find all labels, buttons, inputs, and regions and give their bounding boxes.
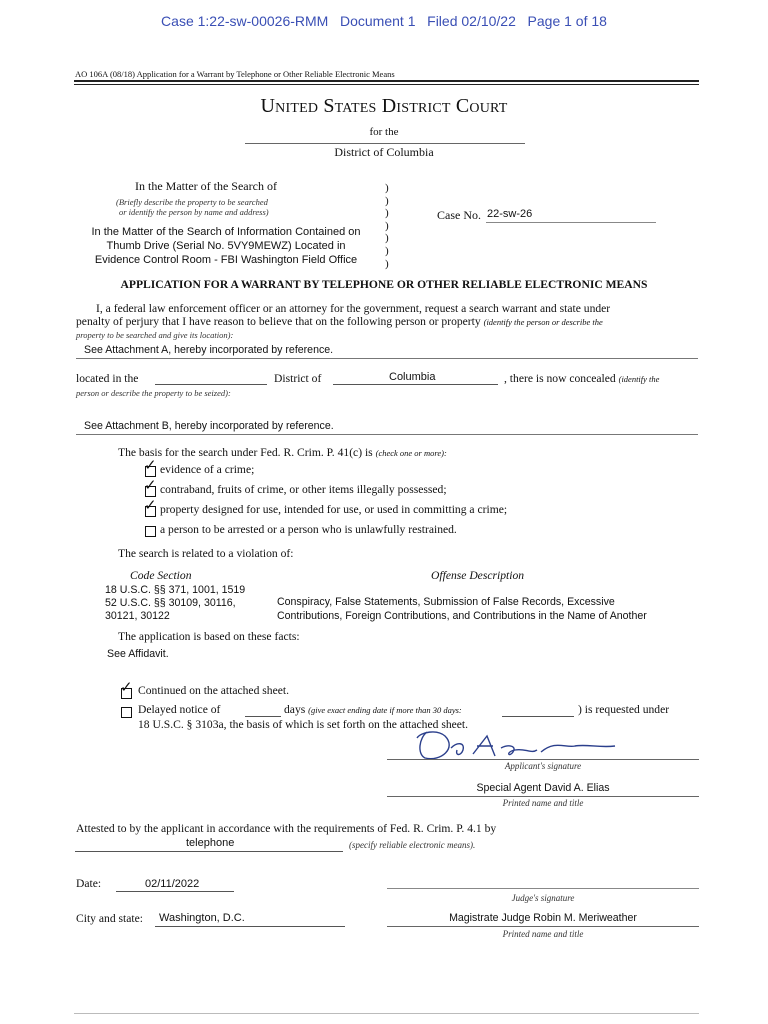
judge-name-rule [387,926,699,927]
matter-instructions-1: (Briefly describe the property to be searched [116,197,268,207]
delayed-days-text: days [284,703,306,716]
means-caption: (specify reliable electronic means). [349,840,476,850]
attachment-a: See Attachment A, hereby incorporated by reference. [84,344,334,356]
application-heading: APPLICATION FOR A WARRANT BY TELEPHONE OR OTHER RELIABLE ELECTRONIC MEANS [120,278,648,291]
delayed-days-blank[interactable] [245,716,281,717]
delayed-requested: ) is requested under [578,703,670,716]
intro-line-2 [76,315,603,328]
code-line-1: 18 U.S.C. §§ 371, 1001, 1519 [105,584,246,596]
located-in-blank [155,384,267,385]
code-section-header: Code Section [130,569,192,582]
attested-text: Attested to by the applicant in accordance with the requirements of Fed. R. Crim. P. 4.1 by [76,822,497,835]
offense-line-1: Conspiracy, False Statements, Submission of False Records, Excessive [277,596,615,608]
case-no-rule [486,222,656,223]
code-line-2: 52 U.S.C. §§ 30109, 30116, [105,597,236,609]
continued-label: Continued on the attached sheet. [138,684,289,697]
date-value: 02/11/2022 [145,878,200,890]
judge-name: Magistrate Judge Robin M. Meriweather [449,912,637,924]
applicant-printed-caption: Printed name and title [502,798,584,808]
intro-line-3: property to be searched and give its location): [76,330,234,340]
concealed-label [504,372,659,385]
matter-instructions-2: or identify the person by name and address) [119,207,269,217]
facts-value: See Affidavit. [107,648,169,660]
date-label: Date: [76,877,102,890]
basis-item-evidence: evidence of a crime; [160,463,255,476]
header-rule-thin [74,84,699,85]
check-property-icon: ✓ [144,496,157,514]
district-value: Columbia [389,371,436,383]
code-line-3: 30121, 30122 [105,610,170,622]
city-value: Washington, D.C. [159,912,245,924]
district-of-label: District of [274,372,322,385]
date-blank [116,891,234,892]
basis-intro-text: The basis for the search under Fed. R. Crim. P. 41(c) is [118,446,373,459]
basis-item-person: a person to be arrested or a person who is unlawfully restrained. [160,523,457,536]
property-line-3: Evidence Control Room - FBI Washington Field Office [94,254,358,266]
checkbox-delayed[interactable] [121,707,132,718]
form-id: AO 106A (08/18) Application for a Warrant by Telephone or Other Reliable Electronic Means [75,69,395,79]
delayed-line-2: 18 U.S.C. § 3103a, the basis of which is set forth on the attached sheet. [138,718,469,731]
basis-intro-ital: (check one or more): [375,448,447,458]
judge-signature-caption: Judge's signature [511,893,575,903]
located-in-label: located in the [76,372,139,385]
offense-description-header: Offense Description [431,569,525,582]
facts-intro: The application is based on these facts: [118,630,300,643]
district-rule [245,143,525,144]
intro-line-2-ital: (identify the person or describe the [483,317,603,327]
basis-intro [118,446,447,459]
court-district: District of Columbia [334,145,434,159]
basis-item-property: property designed for use, intended for use, or used in committing a crime; [160,503,508,516]
delayed-label: Delayed notice of [138,703,221,716]
concealed-text: , there is now concealed [504,372,616,385]
applicant-signature-rule [387,759,699,760]
delayed-days-ital: (give exact ending date if more than 30 days: [308,705,462,715]
attachment-b-rule [76,434,698,435]
violation-intro: The search is related to a violation of: [118,547,294,560]
applicant-signature-caption: Applicant's signature [504,761,582,771]
property-line-2: Thumb Drive (Serial No. 5VY9MEWZ) Located in [106,240,346,252]
check-evidence-icon: ✓ [144,456,157,474]
city-label: City and state: [76,912,143,925]
city-blank [155,926,345,927]
delayed-date-blank[interactable] [502,716,574,717]
attachment-b: See Attachment B, hereby incorporated by reference. [84,420,334,432]
header-rule-thick [74,80,699,82]
footer-rule [74,1013,699,1014]
concealed-ital: (identify the [618,374,660,384]
matter-label: In the Matter of the Search of [135,179,277,193]
intro-line-1: I, a federal law enforcement officer or an attorney for the government, request a search warrant and state under [96,302,611,315]
check-contraband-icon: ✓ [144,476,157,494]
delayed-days-label [284,703,462,716]
applicant-name-rule [387,796,699,797]
attachment-a-rule [76,358,698,359]
basis-item-contraband: contraband, fruits of crime, or other items illegally possessed; [160,483,447,496]
judge-printed-caption: Printed name and title [502,929,584,939]
case-no-label: Case No. [437,208,481,222]
case-no-value: 22-sw-26 [487,208,533,220]
case-stamp: Case 1:22-sw-00026-RMM Document 1 Filed 02/10/22 Page 1 of 18 [161,13,607,29]
court-title: United States District Court [260,95,508,117]
offense-line-2: Contributions, Foreign Contributions, and Contributions in the Name of Another [277,610,647,622]
means-blank [75,851,343,852]
judge-signature-rule [387,888,699,889]
means-value: telephone [186,837,235,849]
person-describe: person or describe the property to be seized): [76,388,231,398]
caption-parens: ) ) ) ) ) ) ) [385,182,389,270]
intro-line-2-text: penalty of perjury that I have reason to believe that on the following person or property [76,315,481,328]
check-continued-icon: ✓ [120,678,133,696]
applicant-name: Special Agent David A. Elias [476,782,610,794]
property-line-1: In the Matter of the Search of Information Contained on [91,226,361,238]
district-blank [333,384,498,385]
court-for: for the [369,126,399,138]
checkbox-person[interactable] [145,526,156,537]
